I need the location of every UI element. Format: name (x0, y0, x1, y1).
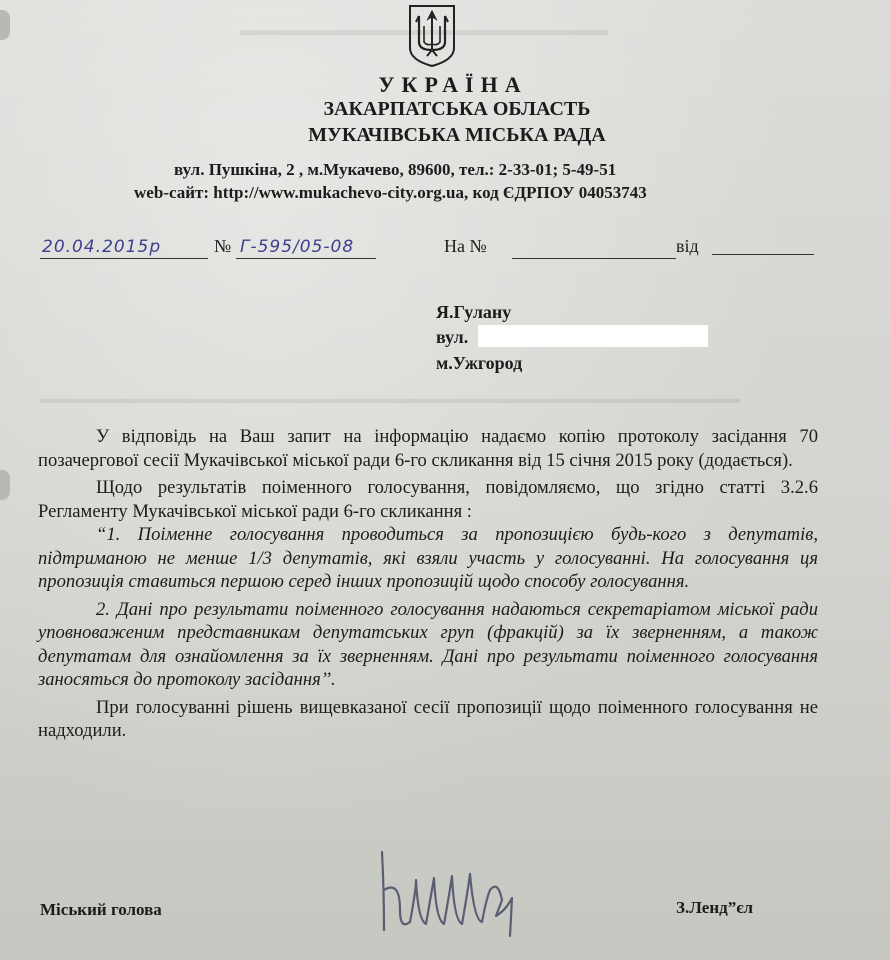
show-through-text: ▬▬▬▬▬▬▬▬▬▬▬▬▬▬▬▬▬▬▬▬▬▬▬▬▬▬▬▬▬▬▬▬▬▬▬▬▬▬▬▬▬▬▬▬▬▬▬▬▬▬ (40, 392, 740, 407)
punch-hole (0, 470, 10, 500)
header-address: вул. Пушкіна, 2 , м.Мукачево, 89600, тел.: 2-33-01; 5-49-51 (174, 160, 617, 179)
punch-hole (0, 10, 10, 40)
recipient-city: м.Ужгород (436, 353, 523, 373)
quoted-clause: 2. Дані про результати поіменного голосування надаються секретаріатом міської ради уповноваженим представникам депутатських груп (фракцій) за їх зверненням, а також депутатам для ознайомлення за їх зверненням. Дані про результати поіменного голосування заносяться до протоколу засідання’’. (38, 598, 818, 690)
handwritten-number: Г-595/05-08 (240, 237, 355, 257)
recipient-street: вул. (436, 327, 469, 347)
trident-coat-of-arms-icon (407, 4, 457, 68)
outgoing-number-label: № (214, 236, 232, 256)
incoming-number-label: На № (444, 236, 487, 256)
header-council: МУКАЧІВСЬКА МІСЬКА РАДА (308, 124, 606, 146)
date-underline (40, 258, 208, 259)
quoted-clause: “1. Поіменне голосування проводиться за пропозицією будь-кого з депутатів, підтриманою не менше 1/3 депутатів, які взяли участь у голосуванні. На голосування ця пропозиція ставиться першою серед інших пропозицій щодо способу голосування. (38, 524, 818, 592)
incoming-date-label: від (676, 236, 699, 256)
body-paragraph: Щодо результатів поіменного голосування, повідомляємо, що згідно статті 3.2.6 Регламенту Мукачівської міської ради 6-го скликання : (38, 477, 818, 522)
number-underline (236, 258, 376, 259)
show-through-text: ▬▬▬▬▬▬▬▬▬▬▬▬▬▬▬▬▬▬▬▬▬▬▬ (240, 22, 608, 39)
handwritten-date: 20.04.2015р (42, 237, 162, 257)
body-paragraph: При голосуванні рішень вищевказаної сесії пропозиції щодо поіменного голосування не надходили. (38, 696, 818, 741)
handwritten-signature (370, 850, 540, 940)
signatory-name: З.Ленд”єл (676, 898, 754, 917)
header-region: ЗАКАРПАТСЬКА ОБЛАСТЬ (323, 98, 591, 120)
incoming-number-blank (512, 258, 676, 259)
recipient-name: Я.Гулану (436, 302, 512, 322)
letter-body (38, 425, 818, 743)
incoming-date-blank (712, 254, 814, 255)
header-country: УКРАЇНА (378, 72, 528, 97)
body-paragraph: У відповідь на Ваш запит на інформацію надаємо копію протоколу засідання 70 позачергової сесії Мукачівської міської ради 6-го скликання від 15 січня 2015 року (додається). (38, 426, 818, 471)
signatory-title: Міський голова (40, 900, 162, 919)
header-website: web-сайт: http://www.mukachevo-city.org.ua, код ЄДРПОУ 04053743 (134, 183, 647, 202)
redaction-box (478, 325, 708, 347)
